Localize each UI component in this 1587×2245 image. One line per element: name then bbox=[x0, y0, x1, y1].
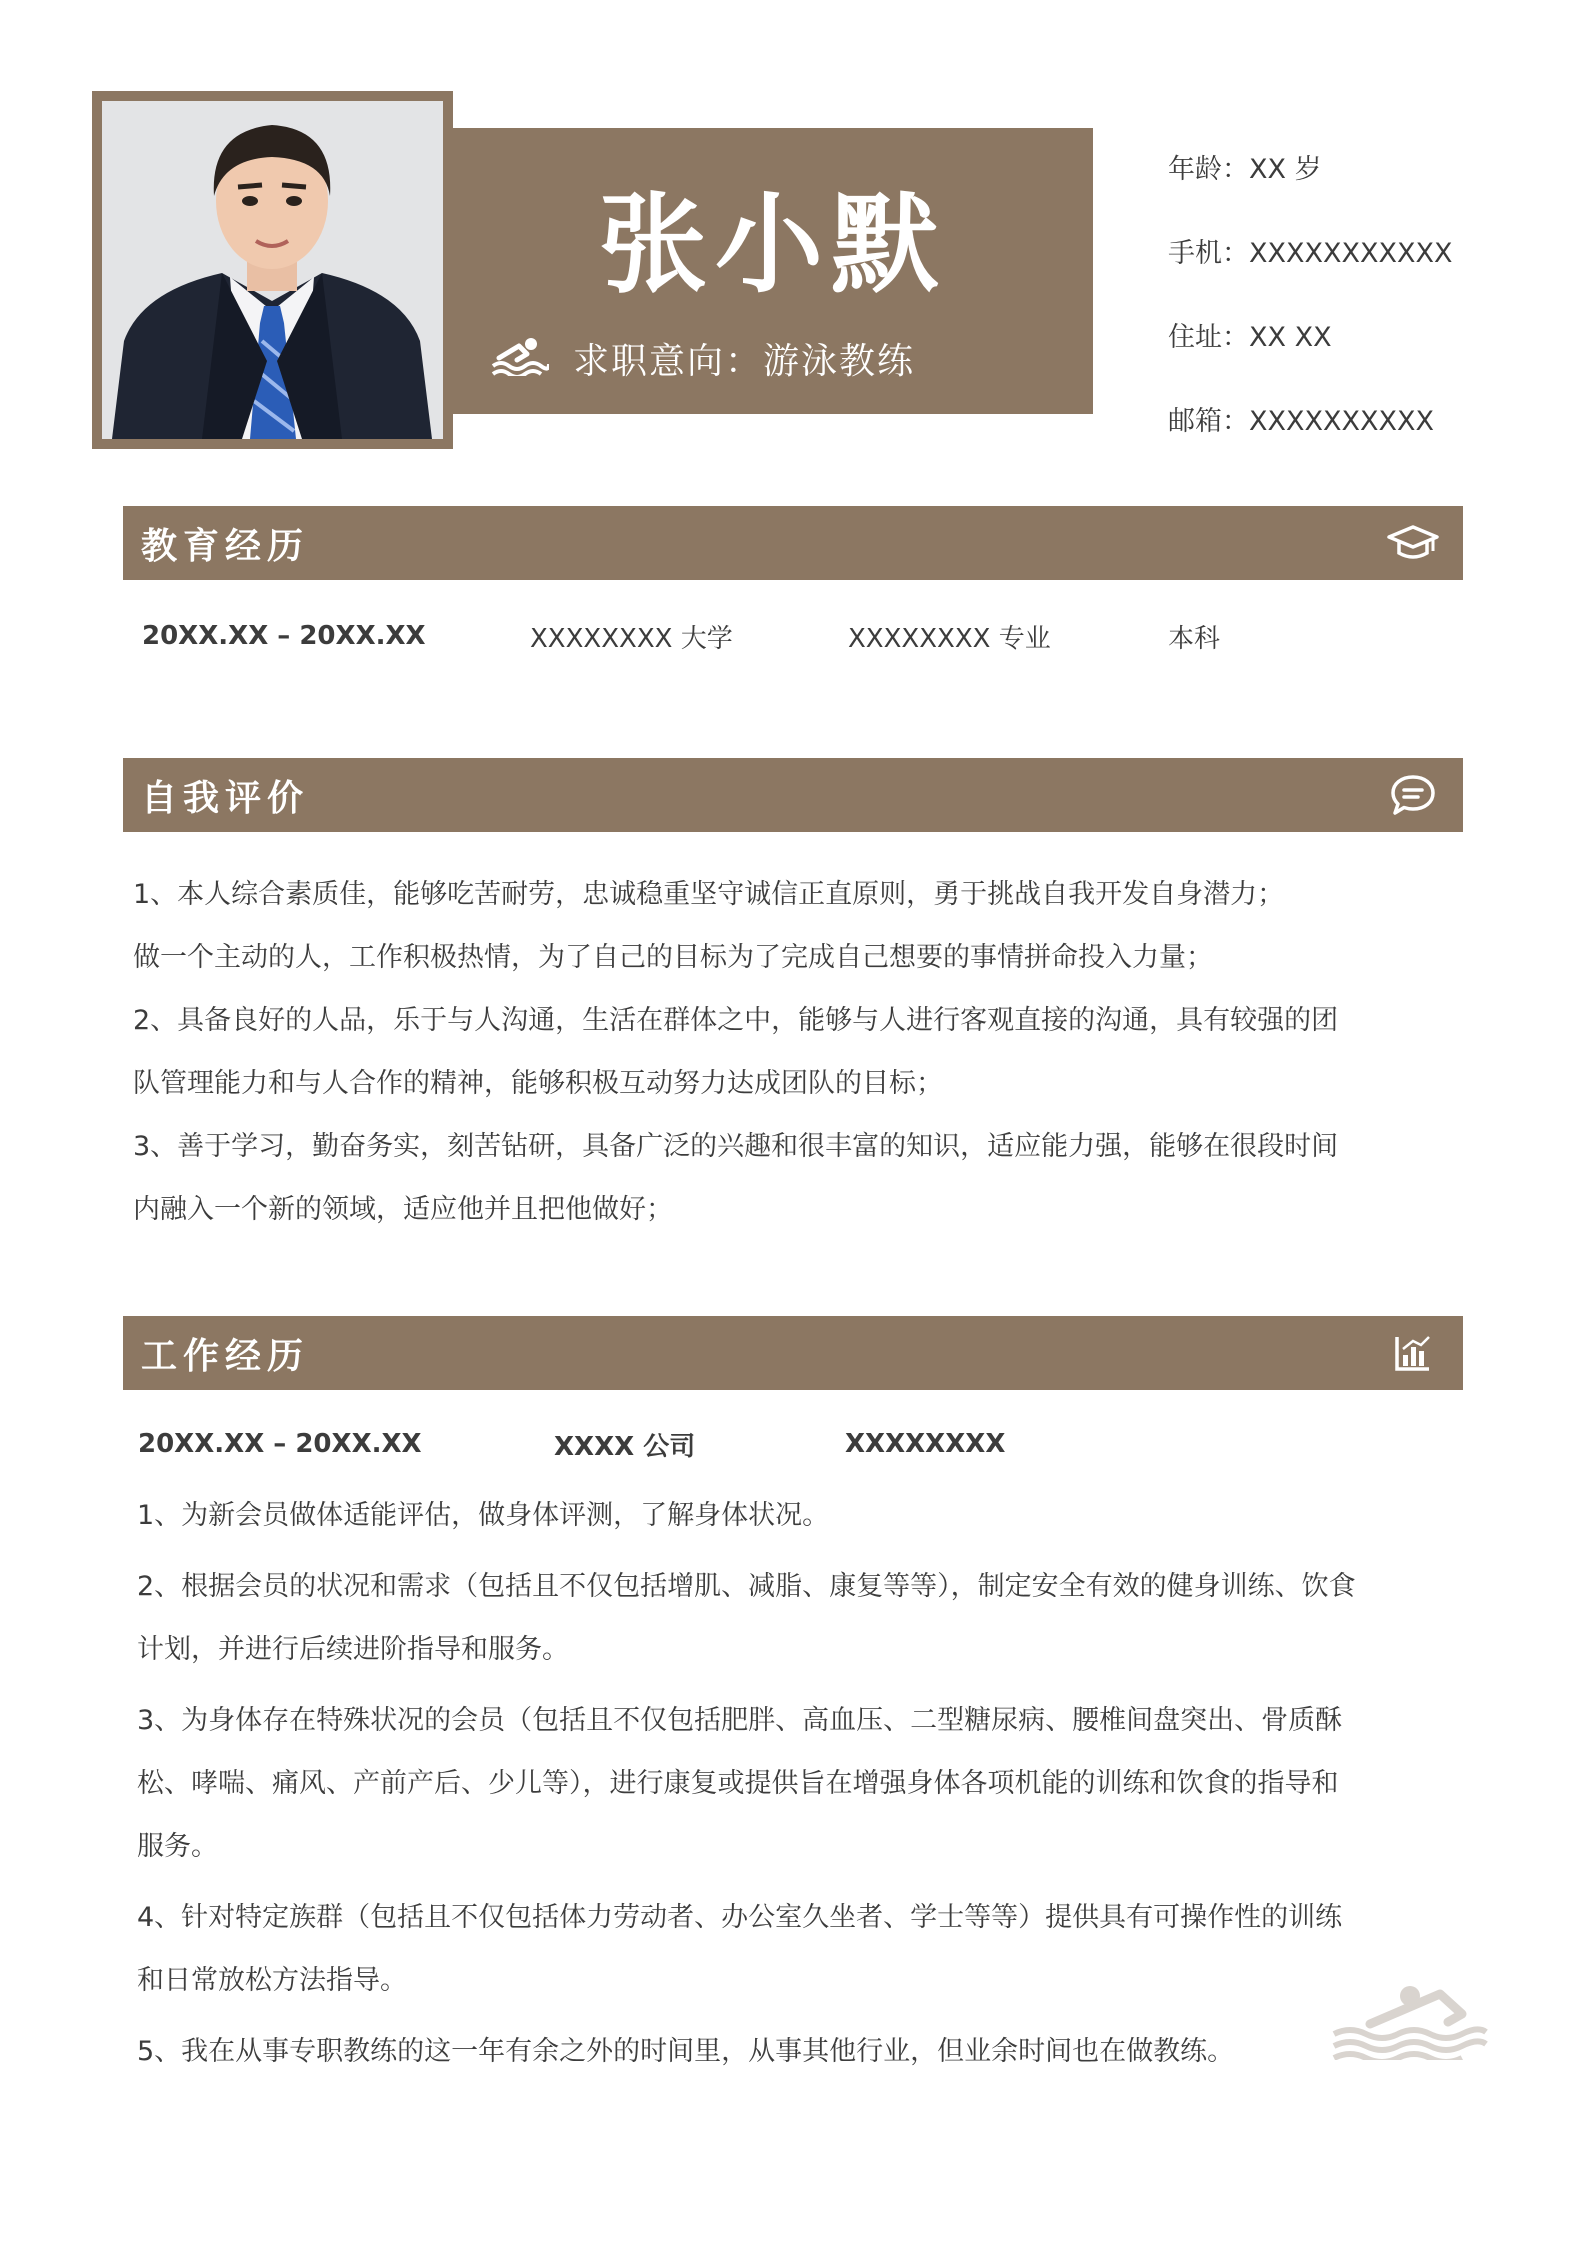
self-eval-title: 自我评价 bbox=[141, 777, 310, 819]
work-duty-line: 和日常放松方法指导。 bbox=[137, 1965, 407, 1996]
info-email: 邮箱：XXXXXXXXXX bbox=[1168, 405, 1434, 437]
education-school: XXXXXXXX 大学 bbox=[530, 623, 733, 654]
work-duty-line: 3、为身体存在特殊状况的会员（包括且不仅包括肥胖、高血压、二型糖尿病、腰椎间盘突出、骨质酥 bbox=[137, 1705, 1343, 1736]
work-duty-item bbox=[137, 1484, 1356, 1547]
work-duty-line: 1、为新会员做体适能评估，做身体评测，了解身体状况。 bbox=[137, 1500, 830, 1531]
job-intent-text: 求职意向：游泳教练 bbox=[573, 340, 916, 382]
work-duty-item bbox=[137, 1886, 1356, 2012]
graduation-cap-icon bbox=[1387, 517, 1439, 569]
chat-bubble-icon bbox=[1387, 769, 1439, 821]
work-content bbox=[137, 1484, 1356, 2083]
education-period: 20XX.XX – 20XX.XX bbox=[142, 621, 426, 651]
education-degree: 本科 bbox=[1168, 623, 1221, 654]
avatar bbox=[102, 101, 443, 439]
info-age: 年龄：XX 岁 bbox=[1168, 153, 1322, 185]
work-section-header bbox=[123, 1316, 1463, 1390]
work-duty-line: 2、根据会员的状况和需求（包括且不仅包括增肌、减脂、康复等等），制定安全有效的健身训练、饮食 bbox=[137, 1571, 1356, 1602]
self-eval-line: 做一个主动的人，工作积极热情，为了自己的目标为了完成自己想要的事情拼命投入力量； bbox=[133, 942, 1213, 973]
work-duty-item bbox=[137, 2020, 1356, 2083]
personal-info-list bbox=[1168, 124, 1452, 460]
work-duty-line: 松、哮喘、痛风、产前产后、少儿等），进行康复或提供旨在增强身体各项机能的训练和饮食的指导和 bbox=[137, 1768, 1339, 1799]
name-banner bbox=[453, 128, 1093, 414]
work-company: XXXX 公司 bbox=[554, 1431, 696, 1462]
work-duty-item bbox=[137, 1555, 1356, 1681]
info-phone: 手机：XXXXXXXXXXX bbox=[1168, 237, 1453, 269]
work-duty-line: 5、我在从事专职教练的这一年有余之外的时间里，从事其他行业，但业余时间也在做教练。 bbox=[137, 2036, 1235, 2067]
work-duty-item bbox=[137, 1689, 1356, 1878]
bar-chart-icon bbox=[1387, 1327, 1439, 1379]
education-title: 教育经历 bbox=[141, 525, 310, 567]
profile-photo-frame bbox=[92, 91, 453, 449]
swimmer-icon bbox=[491, 336, 549, 380]
education-row bbox=[142, 616, 1220, 656]
self-eval-content bbox=[133, 863, 1338, 1241]
work-position: XXXXXXXX bbox=[845, 1429, 1006, 1459]
self-eval-line: 3、善于学习，勤奋务实，刻苦钻研，具备广泛的兴趣和很丰富的知识，适应能力强，能够在很段时间 bbox=[133, 1131, 1339, 1162]
education-section-header bbox=[123, 506, 1463, 580]
work-period: 20XX.XX – 20XX.XX bbox=[138, 1429, 422, 1459]
work-title: 工作经历 bbox=[141, 1335, 310, 1377]
self-eval-line: 内融入一个新的领域，适应他并且把他做好； bbox=[133, 1194, 673, 1225]
candidate-name: 张小默 bbox=[598, 183, 947, 308]
self-eval-line: 2、具备良好的人品，乐于与人沟通，生活在群体之中，能够与人进行客观直接的沟通，具有较强的团 bbox=[133, 1005, 1339, 1036]
work-row bbox=[138, 1424, 1005, 1464]
info-address: 住址：XX XX bbox=[1168, 321, 1332, 353]
self-eval-section-header bbox=[123, 758, 1463, 832]
self-eval-line: 1、本人综合素质佳，能够吃苦耐劳，忠诚稳重坚守诚信正直原则，勇于挑战自我开发自身潜力； bbox=[133, 879, 1285, 910]
work-duty-line: 服务。 bbox=[137, 1831, 218, 1862]
education-major: XXXXXXXX 专业 bbox=[848, 623, 1051, 654]
job-intent bbox=[491, 328, 915, 388]
self-eval-line: 队管理能力和与人合作的精神，能够积极互动努力达成团队的目标； bbox=[133, 1068, 943, 1099]
work-duty-line: 计划，并进行后续进阶指导和服务。 bbox=[137, 1634, 569, 1665]
work-duty-line: 4、针对特定族群（包括且不仅包括体力劳动者、办公室久坐者、学士等等）提供具有可操作性的训练 bbox=[137, 1902, 1343, 1933]
swimmer-decoration-icon bbox=[1330, 1980, 1490, 2064]
